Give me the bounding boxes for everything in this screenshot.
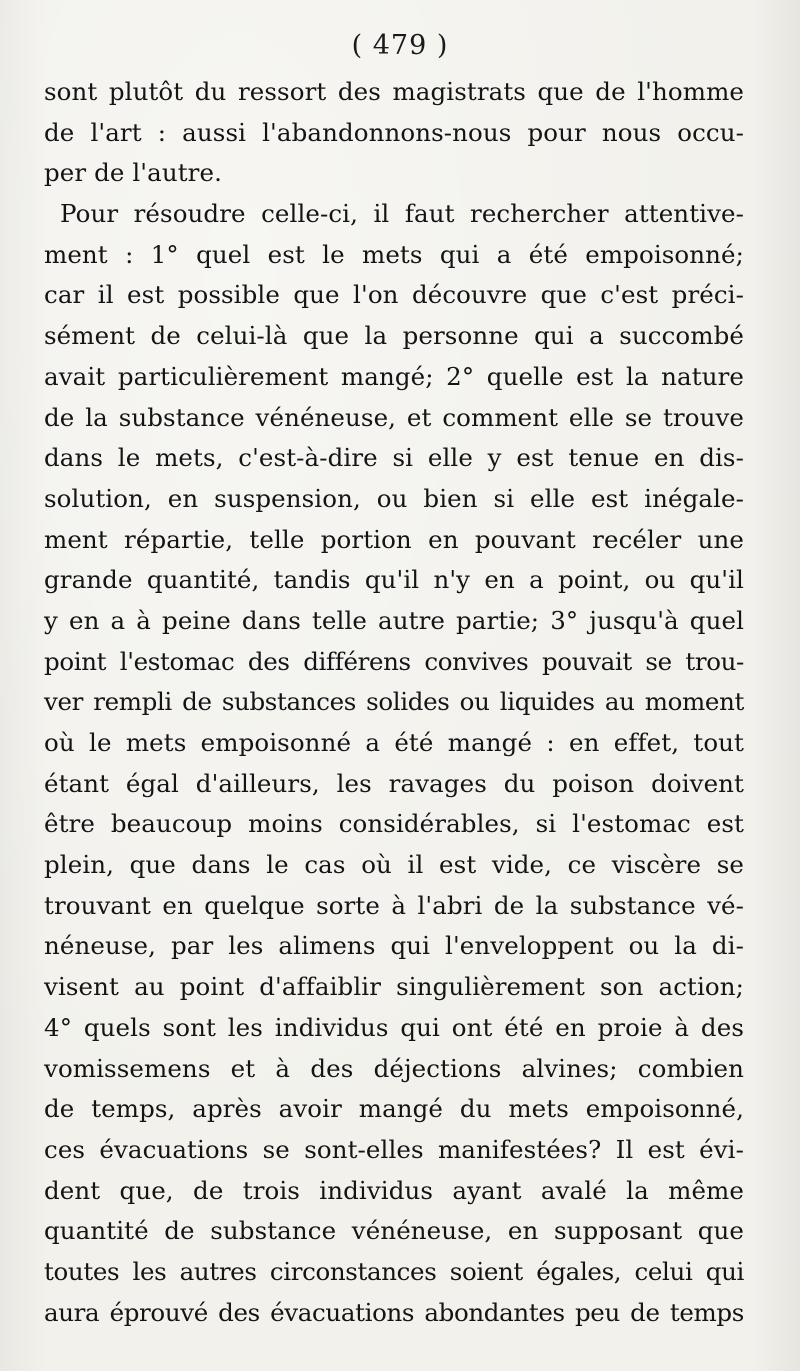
text-line: ment répartie, telle portion en pouvant recéler une bbox=[44, 524, 744, 554]
text-line: per de l'autre. bbox=[44, 158, 222, 188]
paragraph-start-line: Pour résoudre celle-ci, il faut rechercher attentive- bbox=[60, 199, 744, 229]
text-line: où le mets empoisonné a été mangé : en effet, tout bbox=[44, 728, 744, 757]
text-line: sont plutôt du ressort des magistrats que de l'homme bbox=[44, 77, 744, 106]
text-line: visent au point d'affaiblir singulièrement son action; bbox=[44, 972, 744, 1002]
text-line: solution, en suspension, ou bien si elle est inégale- bbox=[44, 483, 744, 513]
text-line: sément de celui-là que la personne qui a succombé bbox=[44, 321, 744, 351]
text-line: quantité de substance vénéneuse, en supposant que bbox=[44, 1216, 744, 1246]
text-line: toutes les autres circonstances soient égales, celui qui bbox=[44, 1256, 744, 1286]
text-line: dans le mets, c'est-à-dire si elle y est tenue en dis- bbox=[44, 443, 744, 473]
text-line: plein, que dans le cas où il est vide, ce viscère se bbox=[44, 850, 744, 880]
text-line: néneuse, par les alimens qui l'enveloppent ou la di- bbox=[44, 931, 744, 961]
text-line: aura éprouvé des évacuations abondantes peu de temps bbox=[44, 1297, 744, 1327]
text-line: grande quantité, tandis qu'il n'y en a point, ou qu'il bbox=[44, 565, 744, 595]
text-line: avait particulièrement mangé; 2° quelle est la nature bbox=[44, 361, 744, 391]
text-line: vomissemens et à des déjections alvines; combien bbox=[44, 1053, 744, 1083]
text-line: ver rempli de substances solides ou liquides au moment bbox=[44, 687, 744, 717]
text-line: ces évacuations se sont-elles manifestées? Il est évi- bbox=[44, 1134, 744, 1164]
text-line: dent que, de trois individus ayant avalé la même bbox=[44, 1175, 744, 1205]
body-text bbox=[44, 72, 744, 1333]
text-line: étant égal d'ailleurs, les ravages du poison doivent bbox=[44, 768, 744, 798]
text-line: point l'estomac des différens convives pouvait se trou- bbox=[44, 646, 744, 676]
text-line: y en a à peine dans telle autre partie; 3° jusqu'à quel bbox=[44, 605, 744, 635]
text-line: être beaucoup moins considérables, si l'estomac est bbox=[44, 809, 744, 839]
text-line: de l'art : aussi l'abandonnons-nous pour nous occu- bbox=[44, 117, 744, 147]
text-line: ment : 1° quel est le mets qui a été empoisonné; bbox=[44, 239, 744, 269]
text-line: car il est possible que l'on découvre que c'est préci- bbox=[44, 280, 744, 310]
text-line: trouvant en quelque sorte à l'abri de la substance vé- bbox=[44, 890, 744, 920]
text-line: de temps, après avoir mangé du mets empoisonné, bbox=[44, 1094, 744, 1124]
text-line: de la substance vénéneuse, et comment elle se trouve bbox=[44, 402, 744, 432]
text-line: 4° quels sont les individus qui ont été en proie à des bbox=[44, 1012, 744, 1042]
page-number: ( 479 ) bbox=[351, 30, 449, 61]
